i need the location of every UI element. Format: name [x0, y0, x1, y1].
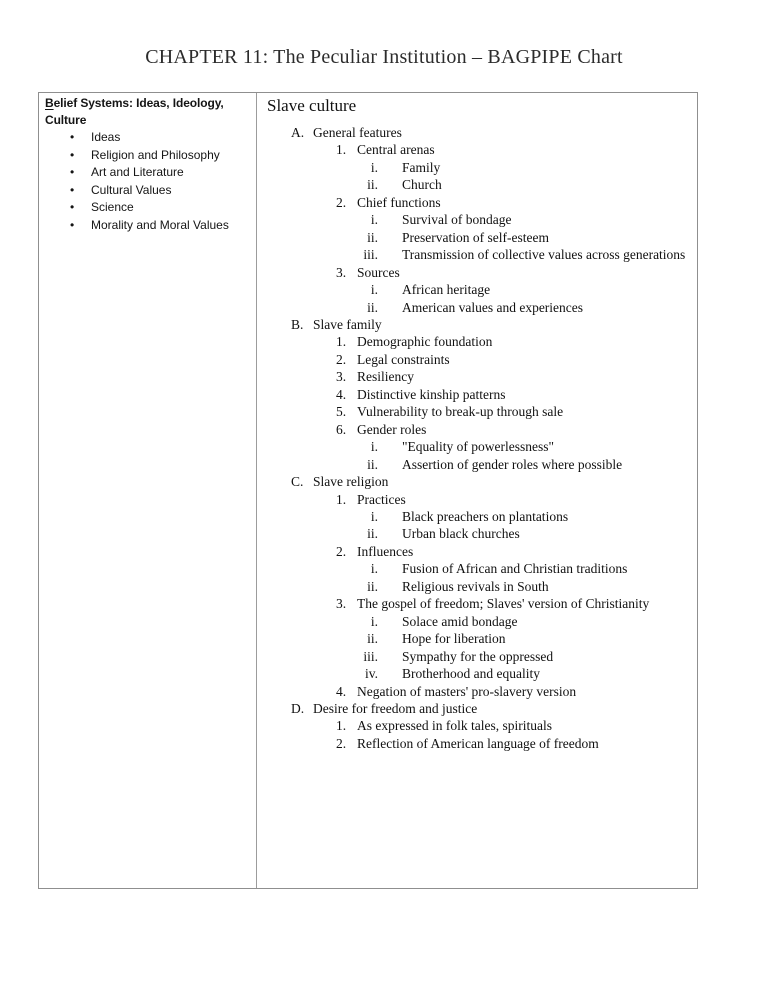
outline-text: Reflection of American language of freedom: [357, 735, 599, 751]
outline-marker: D.: [291, 700, 305, 716]
outline-item: [336, 141, 689, 158]
outline-text: Fusion of African and Christian traditions: [402, 561, 628, 577]
outline-marker: ii.: [367, 229, 378, 245]
bullet-label: Ideas: [91, 130, 121, 144]
outline-item: [336, 560, 689, 577]
outline-item: [336, 211, 689, 228]
outline-marker: 2.: [336, 543, 347, 559]
outline-text: Influences: [357, 543, 414, 559]
outline-item: [336, 508, 689, 525]
outline-item: [336, 648, 689, 665]
outline-marker: iii.: [363, 247, 378, 263]
outline-text: Urban black churches: [402, 526, 520, 542]
outline-item: [336, 456, 689, 473]
outline-marker: 1.: [336, 718, 347, 734]
bullet-icon: •: [70, 200, 75, 214]
outline-marker: 1.: [336, 491, 347, 507]
outline-marker: iv.: [365, 666, 378, 682]
outline-text: General features: [313, 125, 402, 140]
outline-item: [336, 333, 689, 350]
outline-text: Slave family: [313, 316, 382, 332]
outline-text: Solace amid bondage: [402, 613, 518, 629]
bullet-label: Religion and Philosophy: [91, 147, 220, 162]
outline-marker: 5.: [336, 404, 347, 420]
outline-marker: 4.: [336, 683, 347, 699]
outline-item: [336, 491, 689, 508]
outline-text: Sources: [357, 264, 400, 280]
outline-text: Desire for freedom and justice: [313, 700, 478, 716]
outline-marker: ii.: [367, 177, 378, 193]
bagpipe-table: [38, 92, 698, 889]
outline-text: Family: [402, 159, 441, 175]
outline-text: Church: [402, 177, 442, 193]
bullet-item: [45, 217, 248, 235]
outline-item: [336, 386, 689, 403]
outline-marker: ii.: [367, 299, 378, 315]
outline-item: [336, 299, 689, 316]
outline-item: [336, 281, 689, 298]
outline-item: [336, 229, 689, 246]
bullet-icon: •: [70, 217, 75, 232]
outline-item: [336, 176, 689, 193]
page-title: CHAPTER 11: The Peculiar Institution – BAGPIPE Chart: [145, 46, 623, 68]
outline-item: [336, 264, 689, 281]
outline-marker: 2.: [336, 351, 347, 367]
bullet-icon: •: [70, 165, 75, 179]
outline-marker: 4.: [336, 386, 347, 402]
outline-item: [291, 700, 689, 717]
bullet-icon: •: [70, 130, 75, 144]
outline: [267, 124, 689, 752]
outline-marker: i.: [370, 561, 378, 577]
outline-text: Brotherhood and equality: [402, 666, 540, 682]
outline-item: [336, 438, 689, 455]
outline-item: [336, 717, 689, 734]
outline-item: [336, 543, 689, 560]
outline-marker: i.: [370, 439, 378, 455]
outline-marker: 1.: [336, 142, 347, 158]
outline-item: [336, 421, 689, 438]
outline-item: [336, 613, 689, 630]
outline-marker: iii.: [363, 648, 378, 664]
outline-marker: ii.: [367, 578, 378, 594]
outline-item: [336, 159, 689, 176]
left-heading-rest: elief Systems: Ideas, Ideology, Culture: [45, 96, 224, 127]
outline-item: [336, 368, 689, 385]
outline-marker: i.: [370, 282, 378, 298]
bullet-label: Art and Literature: [91, 165, 184, 179]
outline-marker: ii.: [367, 526, 378, 542]
outline-text: Transmission of collective values across generations: [402, 247, 686, 263]
left-column-cell: [39, 93, 257, 888]
bullet-item: [45, 147, 248, 165]
outline-item: [336, 595, 689, 612]
outline-text: Slave religion: [313, 474, 389, 490]
outline-text: Survival of bondage: [402, 212, 512, 228]
bullet-label: Cultural Values: [91, 182, 172, 197]
outline-marker: i.: [370, 159, 378, 175]
outline-marker: 2.: [336, 194, 347, 210]
outline-marker: 2.: [336, 735, 347, 751]
outline-text: Resiliency: [357, 369, 414, 385]
outline-item: [336, 578, 689, 595]
outline-text: Legal constraints: [357, 351, 450, 367]
outline-marker: ii.: [367, 631, 378, 647]
bullet-item: [45, 129, 248, 147]
outline-text: Practices: [357, 491, 406, 507]
outline-marker: ii.: [367, 456, 378, 472]
outline-text: "Equality of powerlessness": [402, 439, 554, 455]
outline-text: Sympathy for the oppressed: [402, 648, 554, 664]
outline-item: [336, 735, 689, 752]
outline-marker: A.: [291, 125, 305, 140]
outline-marker: 3.: [336, 596, 347, 612]
outline-text: Central arenas: [357, 142, 435, 158]
outline-item: [291, 316, 689, 333]
outline-text: The gospel of freedom; Slaves' version of Christianity: [357, 596, 650, 612]
outline-marker: 3.: [336, 264, 347, 280]
outline-item: [336, 665, 689, 682]
outline-text: Hope for liberation: [402, 631, 506, 647]
outline-item: [291, 124, 689, 141]
outline-marker: 3.: [336, 369, 347, 385]
outline-text: Gender roles: [357, 421, 427, 437]
outline-item: [336, 351, 689, 368]
bullet-item: [45, 199, 248, 217]
bullet-label: Morality and Moral Values: [91, 217, 229, 232]
outline-marker: B.: [291, 316, 304, 332]
outline-text: Vulnerability to break-up through sale: [357, 404, 564, 420]
outline-item: [336, 246, 689, 263]
outline-text: Negation of masters' pro-slavery version: [357, 683, 577, 699]
outline-text: Assertion of gender roles where possible: [402, 456, 623, 472]
outline-text: Black preachers on plantations: [402, 508, 569, 524]
outline-item: [291, 473, 689, 490]
outline-marker: i.: [370, 508, 378, 524]
outline-text: Demographic foundation: [357, 334, 493, 350]
outline-item: [336, 525, 689, 542]
outline-text: Religious revivals in South: [402, 578, 549, 594]
outline-marker: 6.: [336, 421, 347, 437]
outline-item: [336, 194, 689, 211]
outline-text: Distinctive kinship patterns: [357, 386, 506, 402]
right-heading: Slave culture: [267, 96, 357, 115]
bullet-label: Science: [91, 200, 134, 214]
outline-text: As expressed in folk tales, spirituals: [357, 718, 552, 734]
outline-item: [336, 683, 689, 700]
bullet-icon: •: [70, 182, 75, 197]
right-column-cell: [257, 93, 697, 888]
outline-text: Preservation of self-esteem: [402, 229, 549, 245]
outline-marker: i.: [370, 613, 378, 629]
bullet-item: [45, 182, 248, 200]
outline-text: American values and experiences: [402, 299, 584, 315]
outline-marker: C.: [291, 474, 304, 490]
left-heading: [45, 95, 248, 129]
outline-marker: 1.: [336, 334, 347, 350]
bullet-icon: •: [70, 147, 75, 162]
bullet-list: [45, 129, 248, 234]
outline-text: African heritage: [402, 282, 491, 298]
outline-marker: i.: [370, 212, 378, 228]
left-heading-underlined-letter: B: [45, 96, 54, 110]
outline-text: Chief functions: [357, 194, 441, 210]
outline-item: [336, 403, 689, 420]
bullet-item: [45, 164, 248, 182]
outline-item: [336, 630, 689, 647]
